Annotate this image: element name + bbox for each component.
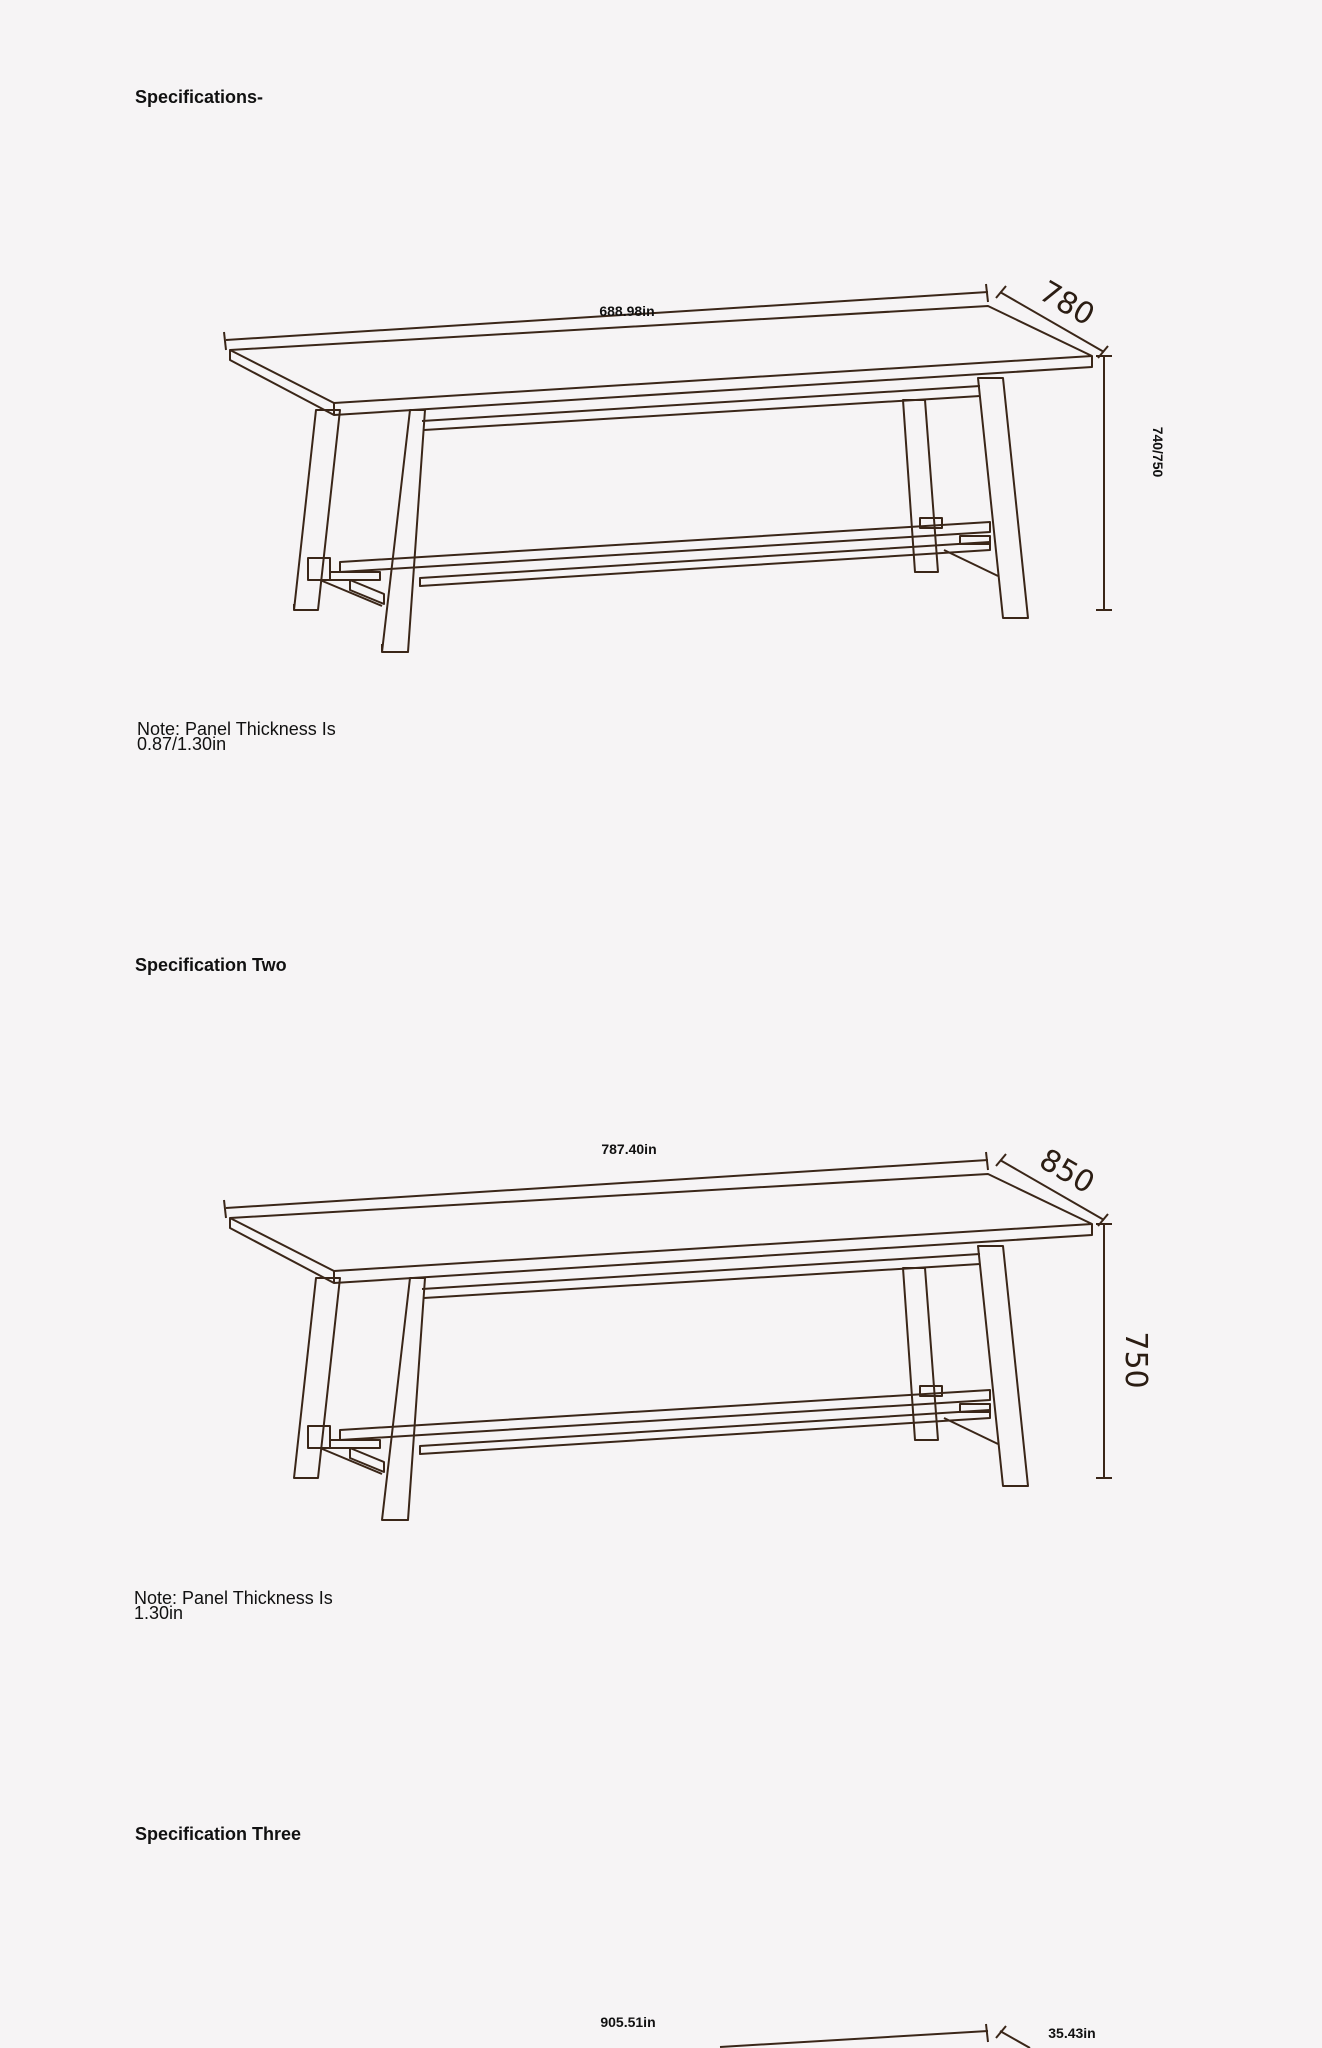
spec-1-depth-label: 780 bbox=[1033, 274, 1101, 334]
spec-3-heading: Specification Three bbox=[135, 1824, 302, 1844]
spec-1-table-line-art bbox=[224, 284, 1112, 652]
spec-1-heading: Specifications- bbox=[135, 87, 264, 107]
spec-2-table-line-art bbox=[224, 1152, 1112, 1520]
spec-1-length-label: 688.98in bbox=[599, 303, 655, 319]
spec-2-heading: Specification Two bbox=[135, 955, 287, 975]
spec-1-note bbox=[137, 719, 336, 754]
spec-1-note-line-1: Note: Panel Thickness Is bbox=[137, 719, 336, 739]
spec-3-table-line-art bbox=[720, 2024, 1030, 2048]
spec-1-height-label: 740/750 bbox=[1150, 426, 1166, 478]
spec-2-length-label: 787.40in bbox=[601, 1141, 657, 1157]
spec-2-depth-label: 850 bbox=[1033, 1142, 1101, 1202]
spec-2-note-line-1: Note: Panel Thickness Is bbox=[134, 1588, 333, 1608]
spec-2-table-drawing bbox=[0, 1128, 1322, 1548]
spec-1-note-line-2: 0.87/1.30in bbox=[137, 734, 227, 754]
spec-2-note-line-2: 1.30in bbox=[134, 1603, 184, 1623]
spec-3-length-label: 905.51in bbox=[600, 2014, 656, 2030]
spec-3-depth-label: 35.43in bbox=[1048, 2025, 1096, 2041]
spec-3-table-drawing bbox=[0, 1998, 1322, 2048]
spec-1-table-drawing bbox=[0, 260, 1322, 680]
spec-2-note bbox=[134, 1588, 333, 1623]
spec-2-height-label: 750 bbox=[1118, 1331, 1153, 1389]
